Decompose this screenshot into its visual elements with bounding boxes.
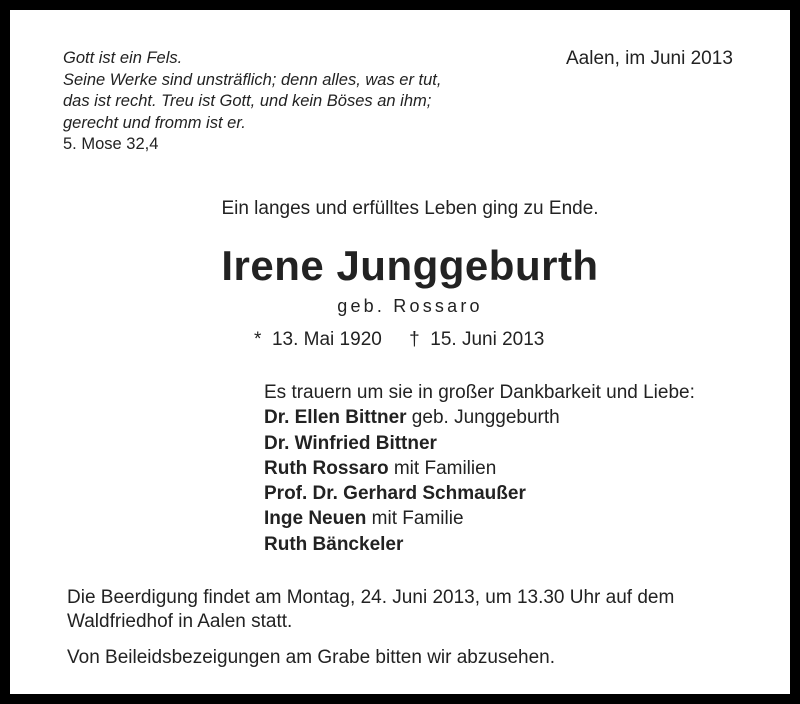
verse-line: Seine Werke sind unsträflich; denn alles, was er tut, (63, 70, 442, 89)
mourner-suffix: mit Familien (388, 457, 497, 479)
mourner-entry (264, 532, 695, 557)
verse-line: Gott ist ein Fels. (63, 49, 183, 67)
mourner-entry (264, 481, 695, 506)
mourner-name: Ruth Rossaro (264, 457, 389, 479)
mourners-heading: Es trauern um sie in großer Dankbarkeit und Liebe: (264, 382, 695, 403)
birth-date: 13. Mai 1920 (271, 329, 382, 350)
place-date: Aalen, im Juni 2013 (566, 48, 733, 69)
death-symbol: † (409, 329, 420, 350)
funeral-info (67, 586, 674, 633)
mourner-name: Inge Neuen (264, 508, 367, 530)
mourner-entry (264, 456, 695, 481)
mourner-suffix: mit Familie (366, 508, 464, 530)
deceased-name: Irene Junggeburth (221, 242, 599, 289)
mourners-block (264, 380, 695, 557)
mourner-name: Dr. Ellen Bittner (264, 407, 407, 429)
mourner-name: Ruth Bänckeler (264, 533, 404, 555)
mourner-name: Dr. Winfried Bittner (264, 432, 437, 454)
verse-line: gerecht und fromm ist er. (63, 113, 246, 132)
mourner-entry (264, 431, 695, 456)
verse-line: das ist recht. Treu ist Gott, und kein Böses an ihm; (63, 92, 432, 110)
birth-symbol: * (254, 329, 262, 350)
maiden-name: geb. Rossaro (337, 296, 483, 316)
mourner-name: Prof. Dr. Gerhard Schmaußer (264, 483, 526, 505)
intro-text: Ein langes und erfülltes Leben ging zu Ende. (221, 198, 599, 219)
mourner-entry (264, 405, 695, 430)
funeral-line: Die Beerdigung findet am Montag, 24. Juni 2013, um 13.30 Uhr auf dem (67, 587, 675, 608)
death-date: 15. Juni 2013 (430, 329, 545, 350)
condolences-note: Von Beileidsbezeigungen am Grabe bitten wir abzusehen. (67, 647, 555, 668)
bible-verse (63, 48, 441, 156)
mourner-entry (264, 506, 695, 531)
verse-reference: 5. Mose 32,4 (63, 135, 159, 153)
life-dates (254, 329, 544, 351)
mourner-suffix: geb. Junggeburth (406, 407, 560, 429)
funeral-line: Waldfriedhof in Aalen statt. (67, 610, 293, 632)
